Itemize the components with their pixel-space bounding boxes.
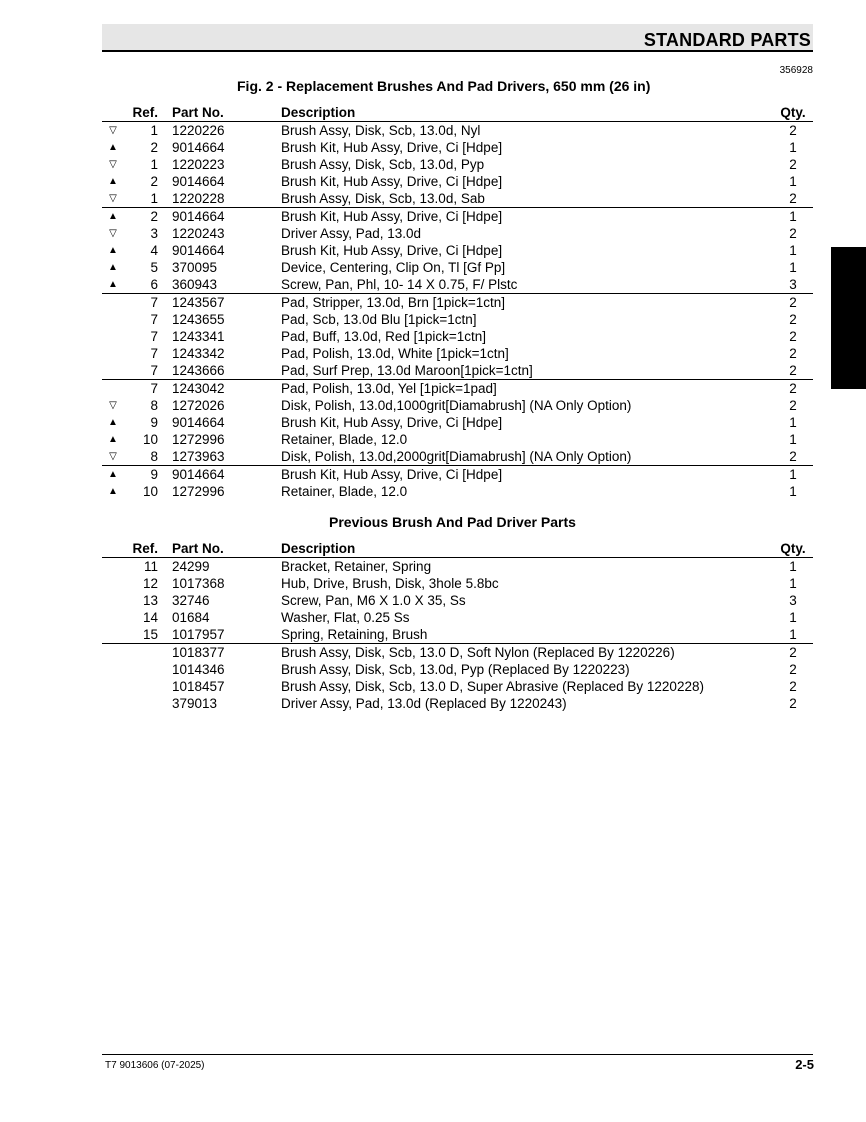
ref-cell: 14 xyxy=(142,610,158,625)
part-number-cell: 01684 xyxy=(172,610,210,625)
part-number-cell: 1018377 xyxy=(172,644,281,662)
doc-number: 356928 xyxy=(779,65,813,76)
qty-cell: 2 xyxy=(789,226,797,241)
description-cell: Pad, Buff, 13.0d, Red [1pick=1ctn] xyxy=(281,329,487,344)
description-header: Description xyxy=(281,541,773,558)
part-number-cell: 379013 xyxy=(172,696,218,711)
row-marker-icon xyxy=(102,575,124,592)
part-number-cell: 9014664 xyxy=(172,174,225,189)
description-cell: Brush Kit, Hub Assy, Drive, Ci [Hdpe] xyxy=(281,140,503,155)
ref-cell: 7 xyxy=(150,312,158,327)
table-row xyxy=(102,558,813,576)
previous-parts-table xyxy=(102,541,813,712)
table-row xyxy=(102,139,813,156)
table-row xyxy=(102,122,813,140)
qty-cell: 2 xyxy=(789,312,797,327)
qty-cell: 1 xyxy=(773,208,813,226)
part-number-cell: 1243042 xyxy=(172,380,281,398)
description-cell: Pad, Polish, 13.0d, Yel [1pick=1pad] xyxy=(281,380,773,398)
qty-cell: 2 xyxy=(789,398,797,413)
ref-cell xyxy=(124,678,172,695)
description-cell: Brush Assy, Disk, Scb, 13.0d, Pyp xyxy=(281,157,485,172)
ref-cell xyxy=(124,695,172,712)
part-number-cell: 1017368 xyxy=(172,576,225,591)
description-cell: Brush Assy, Disk, Scb, 13.0d, Pyp (Replaced By 1220223) xyxy=(281,662,630,677)
row-marker-icon xyxy=(102,644,124,662)
marker-header xyxy=(102,105,124,122)
row-marker-icon xyxy=(102,661,124,678)
row-marker-icon: ▲ xyxy=(108,434,118,445)
description-cell: Disk, Polish, 13.0d,2000grit[Diamabrush] (NA Only Option) xyxy=(281,449,632,464)
ref-cell xyxy=(124,661,172,678)
qty-cell: 2 xyxy=(789,329,797,344)
table-header-row xyxy=(102,541,813,558)
table-row xyxy=(102,156,813,173)
description-cell: Washer, Flat, 0.25 Ss xyxy=(281,610,410,625)
footer-doc-id: T7 9013606 (07-2025) xyxy=(105,1060,205,1071)
qty-cell: 2 xyxy=(789,679,797,694)
ref-cell: 15 xyxy=(142,627,158,642)
row-marker-icon: ▲ xyxy=(102,208,124,226)
ref-cell: 1 xyxy=(150,191,158,206)
table-row xyxy=(102,466,813,484)
table-row xyxy=(102,259,813,276)
qty-cell: 1 xyxy=(773,466,813,484)
description-header: Description xyxy=(281,105,773,122)
table-row xyxy=(102,448,813,466)
part-number-cell: 1220228 xyxy=(172,191,225,206)
ref-cell xyxy=(124,644,172,662)
row-marker-icon: ▲ xyxy=(108,142,118,153)
row-marker-icon: ▲ xyxy=(108,262,118,273)
description-cell: Retainer, Blade, 12.0 xyxy=(281,432,408,447)
table-row xyxy=(102,678,813,695)
row-marker-icon: ▽ xyxy=(109,125,117,136)
description-cell: Brush Assy, Disk, Scb, 13.0 D, Soft Nylon (Replaced By 1220226) xyxy=(281,644,773,662)
description-cell: Screw, Pan, M6 X 1.0 X 35, Ss xyxy=(281,593,466,608)
qty-cell: 2 xyxy=(789,662,797,677)
table-row xyxy=(102,311,813,328)
ref-cell: 2 xyxy=(124,208,172,226)
table-row xyxy=(102,362,813,380)
ref-cell: 7 xyxy=(124,294,172,312)
ref-cell: 1 xyxy=(150,123,158,138)
qty-cell: 1 xyxy=(789,432,797,447)
description-cell: Device, Centering, Clip On, Tl [Gf Pp] xyxy=(281,260,506,275)
table-row xyxy=(102,208,813,226)
part-number-cell: 1018457 xyxy=(172,679,225,694)
part-number-cell: 360943 xyxy=(172,277,218,292)
part-number-cell: 1220226 xyxy=(172,123,225,138)
ref-cell: 7 xyxy=(150,329,158,344)
description-cell: Bracket, Retainer, Spring xyxy=(281,559,432,574)
part-number-cell: 1243666 xyxy=(172,363,225,378)
marker-header xyxy=(102,541,124,558)
row-marker-icon xyxy=(102,695,124,712)
qty-header: Qty. xyxy=(773,105,813,122)
qty-cell: 1 xyxy=(789,610,797,625)
table-row xyxy=(102,431,813,448)
part-number-cell: 1243567 xyxy=(172,294,281,312)
table-row xyxy=(102,414,813,431)
part-number-cell: 32746 xyxy=(172,593,210,608)
table-row xyxy=(102,397,813,414)
ref-cell: 4 xyxy=(150,243,158,258)
description-cell: Driver Assy, Pad, 13.0d (Replaced By 1220243) xyxy=(281,696,567,711)
section-title: STANDARD PARTS xyxy=(643,30,811,50)
description-cell: Screw, Pan, Phl, 10- 14 X 0.75, F/ Plstc xyxy=(281,277,518,292)
row-marker-icon xyxy=(102,558,124,576)
description-cell: Driver Assy, Pad, 13.0d xyxy=(281,226,422,241)
qty-cell: 1 xyxy=(789,559,797,574)
part-number-cell: 1272996 xyxy=(172,484,225,499)
description-cell: Hub, Drive, Brush, Disk, 3hole 5.8bc xyxy=(281,576,499,591)
description-cell: Disk, Polish, 13.0d,1000grit[Diamabrush] (NA Only Option) xyxy=(281,398,632,413)
row-marker-icon xyxy=(102,592,124,609)
qty-cell: 2 xyxy=(789,449,797,464)
ref-cell: 7 xyxy=(150,363,158,378)
previous-parts-table-body xyxy=(102,558,813,713)
qty-cell: 2 xyxy=(789,346,797,361)
ref-cell: 2 xyxy=(150,140,158,155)
description-cell: Brush Assy, Disk, Scb, 13.0d, Sab xyxy=(281,191,485,206)
row-marker-icon xyxy=(102,626,124,644)
qty-header: Qty. xyxy=(773,541,813,558)
table-row xyxy=(102,328,813,345)
table-row xyxy=(102,592,813,609)
table-row xyxy=(102,626,813,644)
part-number-cell: 9014664 xyxy=(172,466,281,484)
page-number: 2-5 xyxy=(795,1057,814,1072)
table-row xyxy=(102,661,813,678)
table-row xyxy=(102,294,813,312)
description-cell: Brush Kit, Hub Assy, Drive, Ci [Hdpe] xyxy=(281,208,773,226)
ref-cell: 5 xyxy=(150,260,158,275)
part-number-cell: 1272026 xyxy=(172,398,225,413)
description-cell: Brush Assy, Disk, Scb, 13.0d, Nyl xyxy=(281,123,481,138)
part-number-cell: 1243655 xyxy=(172,312,225,327)
part-number-cell: 1272996 xyxy=(172,432,225,447)
part-number-cell: 1243341 xyxy=(172,329,225,344)
ref-cell: 8 xyxy=(150,398,158,413)
table-row xyxy=(102,380,813,398)
description-cell: Brush Kit, Hub Assy, Drive, Ci [Hdpe] xyxy=(281,415,503,430)
figure-title: Fig. 2 - Replacement Brushes And Pad Drivers, 650 mm (26 in) xyxy=(237,78,651,94)
description-cell: Brush Kit, Hub Assy, Drive, Ci [Hdpe] xyxy=(281,466,773,484)
qty-cell: 2 xyxy=(773,644,813,662)
row-marker-icon xyxy=(102,345,124,362)
ref-cell: 7 xyxy=(124,380,172,398)
table-row xyxy=(102,345,813,362)
part-number-cell: 1273963 xyxy=(172,449,225,464)
qty-cell: 1 xyxy=(789,243,797,258)
part-number-cell: 1220243 xyxy=(172,226,225,241)
qty-cell: 2 xyxy=(773,294,813,312)
description-cell: Pad, Scb, 13.0d Blu [1pick=1ctn] xyxy=(281,312,477,327)
row-marker-icon: ▽ xyxy=(109,159,117,170)
ref-cell: 12 xyxy=(142,576,158,591)
table-row xyxy=(102,695,813,712)
ref-cell: 11 xyxy=(143,559,158,574)
qty-cell: 2 xyxy=(789,123,797,138)
qty-cell: 1 xyxy=(789,484,797,499)
previous-parts-title: Previous Brush And Pad Driver Parts xyxy=(329,514,576,530)
qty-cell: 2 xyxy=(789,157,797,172)
part-header: Part No. xyxy=(172,105,281,122)
description-cell: Pad, Polish, 13.0d, White [1pick=1ctn] xyxy=(281,346,509,361)
table-row xyxy=(102,644,813,662)
table-row xyxy=(102,242,813,259)
ref-cell: 1 xyxy=(150,157,158,172)
part-number-cell: 9014664 xyxy=(172,415,225,430)
ref-cell: 9 xyxy=(124,466,172,484)
qty-cell: 1 xyxy=(789,576,797,591)
part-number-cell: 370095 xyxy=(172,260,218,275)
row-marker-icon: ▲ xyxy=(108,279,118,290)
row-marker-icon xyxy=(102,678,124,695)
row-marker-icon: ▽ xyxy=(109,400,117,411)
description-cell: Brush Kit, Hub Assy, Drive, Ci [Hdpe] xyxy=(281,174,503,189)
description-cell: Spring, Retaining, Brush xyxy=(281,627,428,642)
part-header: Part No. xyxy=(172,541,281,558)
row-marker-icon xyxy=(102,311,124,328)
description-cell: Retainer, Blade, 12.0 xyxy=(281,484,408,499)
side-tab xyxy=(831,247,866,389)
part-number-cell: 1243342 xyxy=(172,346,225,361)
table-row xyxy=(102,575,813,592)
row-marker-icon xyxy=(102,294,124,312)
qty-cell: 1 xyxy=(789,174,797,189)
table-header-row xyxy=(102,105,813,122)
row-marker-icon: ▽ xyxy=(109,193,117,204)
table-row xyxy=(102,173,813,190)
footer-rule xyxy=(102,1054,813,1055)
qty-cell: 1 xyxy=(789,260,797,275)
row-marker-icon: ▲ xyxy=(108,245,118,256)
row-marker-icon xyxy=(102,609,124,626)
ref-header: Ref. xyxy=(124,105,172,122)
part-number-cell: 1017957 xyxy=(172,627,225,642)
ref-cell: 6 xyxy=(150,277,158,292)
row-marker-icon: ▲ xyxy=(108,486,118,497)
ref-cell: 13 xyxy=(142,593,158,608)
ref-cell: 8 xyxy=(150,449,158,464)
part-number-cell: 24299 xyxy=(172,559,210,574)
qty-cell: 1 xyxy=(789,415,797,430)
ref-header: Ref. xyxy=(124,541,172,558)
description-cell: Brush Kit, Hub Assy, Drive, Ci [Hdpe] xyxy=(281,243,503,258)
ref-cell: 2 xyxy=(150,174,158,189)
row-marker-icon xyxy=(102,362,124,380)
qty-cell: 3 xyxy=(789,593,797,608)
parts-table-body xyxy=(102,122,813,501)
qty-cell: 2 xyxy=(789,696,797,711)
part-number-cell: 9014664 xyxy=(172,140,225,155)
parts-table xyxy=(102,105,813,500)
row-marker-icon: ▲ xyxy=(102,466,124,484)
part-number-cell: 1014346 xyxy=(172,662,225,677)
table-row xyxy=(102,609,813,626)
table-row xyxy=(102,225,813,242)
qty-cell: 3 xyxy=(789,277,797,292)
row-marker-icon xyxy=(102,328,124,345)
row-marker-icon xyxy=(102,380,124,398)
row-marker-icon: ▲ xyxy=(108,417,118,428)
ref-cell: 10 xyxy=(142,484,158,499)
part-number-cell: 9014664 xyxy=(172,208,281,226)
ref-cell: 7 xyxy=(150,346,158,361)
ref-cell: 10 xyxy=(142,432,158,447)
row-marker-icon: ▽ xyxy=(109,451,117,462)
qty-cell: 2 xyxy=(773,380,813,398)
part-number-cell: 1220223 xyxy=(172,157,225,172)
ref-cell: 9 xyxy=(150,415,158,430)
part-number-cell: 9014664 xyxy=(172,243,225,258)
ref-cell: 3 xyxy=(150,226,158,241)
description-cell: Brush Assy, Disk, Scb, 13.0 D, Super Abrasive (Replaced By 1220228) xyxy=(281,679,704,694)
description-cell: Pad, Surf Prep, 13.0d Maroon[1pick=1ctn] xyxy=(281,363,533,378)
table-row xyxy=(102,483,813,500)
row-marker-icon: ▲ xyxy=(108,176,118,187)
row-marker-icon: ▽ xyxy=(109,228,117,239)
qty-cell: 2 xyxy=(789,363,797,378)
qty-cell: 1 xyxy=(789,140,797,155)
table-row xyxy=(102,276,813,294)
table-row xyxy=(102,190,813,208)
qty-cell: 1 xyxy=(789,627,797,642)
description-cell: Pad, Stripper, 13.0d, Brn [1pick=1ctn] xyxy=(281,294,773,312)
qty-cell: 2 xyxy=(789,191,797,206)
